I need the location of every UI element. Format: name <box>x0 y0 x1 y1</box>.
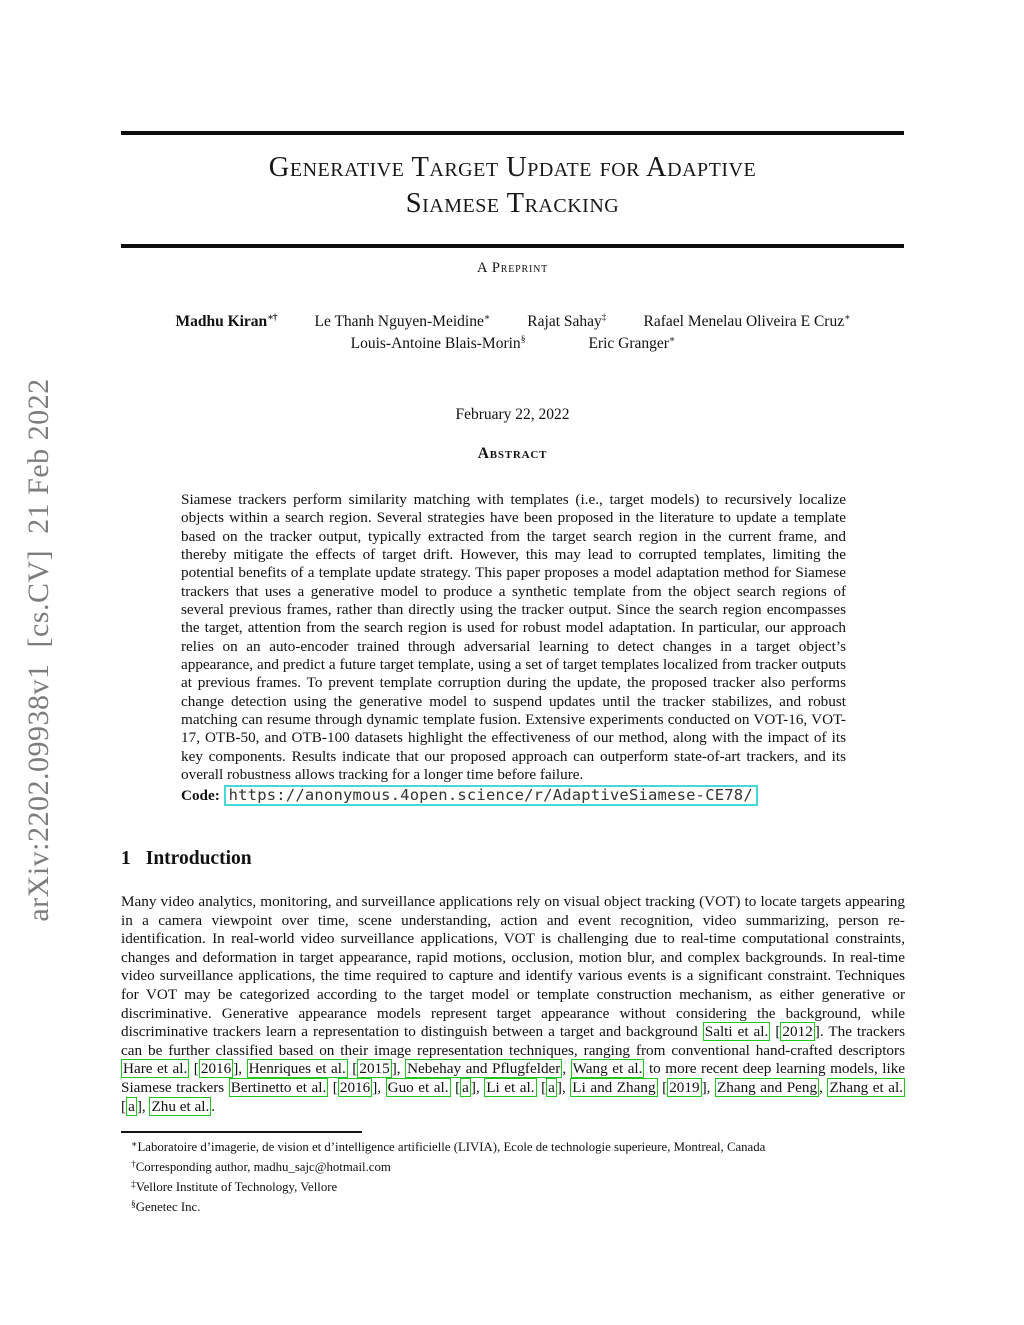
author-madhu-kiran <box>175 312 276 331</box>
footnote-marker: ‡ <box>131 1179 136 1190</box>
preprint-label: A Preprint <box>476 260 549 276</box>
citation-link[interactable]: Guo et al. <box>387 1078 449 1096</box>
citation-link[interactable]: Wang et al. <box>572 1060 643 1078</box>
footnote-marker: ∗ <box>131 1140 138 1150</box>
code-line <box>181 785 846 806</box>
section-number: 1 <box>121 848 131 869</box>
footnote-affiliation-livia <box>121 1137 905 1157</box>
citation-link[interactable]: Zhang et al. <box>829 1078 904 1096</box>
citation-link[interactable]: Hare et al. <box>123 1060 188 1078</box>
author-name: Louis-Antoine Blais-Morin <box>350 335 521 353</box>
citation-link[interactable]: 2015 <box>359 1060 390 1078</box>
author-eric-granger <box>588 334 674 353</box>
abstract-text: Siamese trackers perform similarity matching with templates (i.e., target models) to recursively localize objects within a search region. Several strategies have been proposed in the literature to update a template based on the tracker output, typically extracted from the target search region in the current frame, and thereby mitigate the effects of target drift. However, this may lead to corrupted templates, limiting the potential benefits of a template update strategy. This paper proposes a model adaptation method for Siamese trackers that uses a generative model to produce a synthetic template from the object search regions of several previous frames, rather than directly using the tracker output. Since the search region encompasses the target, attention from the search region is used for robust model adaptation. In particular, our approach relies on an auto-encoder trained through adversarial learning to detect changes in a target object’s appearance, and predict a future target template, using a set of target templates localized from tracker outputs at previous frames. To prevent template corruption during the update, the proposed tracker also performs change detection using the generative model to suspend updates until the tracker stabilizes, and robust matching can resume through dynamic template fusion. Extensive experiments conducted on VOT-16, VOT-17, OTB-50, and OTB-100 datasets highlight the effectiveness of our method, along with the impact of its key components. Results indicate that our proposed approach can outperform state-of-art trackers, and its overall robustness allows tracking for a longer time before failure. <box>181 491 846 784</box>
citation-link[interactable]: Li and Zhang <box>572 1078 656 1096</box>
citation-link[interactable]: a <box>462 1078 469 1096</box>
author-name: Madhu Kiran <box>175 313 268 331</box>
section-heading-introduction <box>121 848 905 870</box>
introduction-paragraph: Many video analytics, monitoring, and surveillance applications rely on visual object tracking (VOT) to locate targets appearing in a camera viewpoint over time, scene understanding, action and event recognition, video summarizing, person re-identification. In real-world video surveillance applications, VOT is challenging due to real-time computational constraints, changes and deformation in target appearance, rapid motions, occlusion, motion blur, and complex backgrounds. In real-time video surveillance applications, the time required to capture and identify various events is a significant constraint. Techniques for VOT may be categorized according to the target model or template construction mechanism, as either generative or discriminative. Generative appearance models represent target appearance without considering the background, while discriminative trackers learn a representation to distinguish between a target and background Salti et al. [ 2012 ]. The trackers can be further classified based on their image representation techniques, ranging from conventional hand-crafted descriptors Hare et al. [ 2016 ], Henriques et al. [ 2015 ], Nebehay and Pflugfelder , Wang et al. to more recent deep learning models, like Siamese trackers Bertinetto et al. [ 2016 ], Guo et al. [ a ], Li et al. [ a ], Li and Zhang [ 2019 ], Zhang and Peng , Zhang et al. [ a ], Zhu et al. . <box>121 893 906 1115</box>
footnote-corresponding-author <box>121 1157 905 1177</box>
citation-link[interactable]: a <box>548 1078 555 1096</box>
paper-title-line1: Generative Target Update for Adaptive <box>268 152 757 183</box>
author-le-thanh-nguyen-meidine <box>315 312 490 331</box>
citation-link[interactable]: 2016 <box>339 1078 371 1096</box>
footnote-text: Laboratoire d’imagerie, de vision et d’intelligence artificielle (LIVIA), Ecole de technologie superieure, Montreal, Canada <box>137 1140 766 1154</box>
section-title: Introduction <box>145 848 252 869</box>
title-rule-top <box>121 131 904 135</box>
author-name: Rafael Menelau Oliveira E Cruz <box>643 313 845 331</box>
footnote-text: Genetec Inc. <box>135 1199 201 1214</box>
citation-link[interactable]: 2019 <box>669 1078 700 1096</box>
author-affiliation-mark: ∗ <box>844 313 850 323</box>
code-url-link[interactable]: https://anonymous.4open.science/r/AdaptiveSiamese-CE78/ <box>224 785 758 806</box>
footnote-vellore-institute <box>121 1177 905 1197</box>
arxiv-watermark: arXiv:2202.09938v1 [cs.CV] 21 Feb 2022 <box>22 378 55 922</box>
code-label: Code: <box>181 786 220 804</box>
footnotes <box>121 1137 905 1217</box>
author-affiliation-mark: ∗† <box>267 313 277 323</box>
footnote-marker: § <box>131 1199 136 1210</box>
author-louis-antoine-blais-morin <box>351 335 525 353</box>
abstract-heading: Abstract <box>477 445 548 462</box>
footnote-genetec <box>121 1197 905 1217</box>
citation-link[interactable]: a <box>128 1097 135 1115</box>
paper-title-line2: Siamese Tracking <box>405 187 620 219</box>
author-name: Rajat Sahay <box>527 313 602 331</box>
abstract-body <box>181 491 846 806</box>
citation-link[interactable]: Li et al. <box>486 1078 535 1096</box>
citation-link[interactable]: 2016 <box>200 1060 232 1078</box>
author-name: Eric Granger <box>588 335 669 353</box>
citation-link[interactable]: Zhu et al. <box>151 1097 210 1115</box>
footnote-text: Vellore Institute of Technology, Vellore <box>135 1179 338 1194</box>
citation-link[interactable]: Nebehay and Pflugfelder <box>407 1060 561 1078</box>
authors-row-2 <box>61 334 964 353</box>
citation-link[interactable]: Salti et al. <box>704 1023 769 1041</box>
author-rajat-sahay <box>527 313 605 331</box>
title-rule-bottom <box>121 244 904 248</box>
footnote-marker: † <box>131 1159 136 1170</box>
citation-link[interactable]: Bertinetto et al. <box>230 1078 327 1096</box>
author-affiliation-mark: ‡ <box>601 313 606 323</box>
author-affiliation-mark: ∗ <box>668 335 675 345</box>
author-affiliation-mark: ∗ <box>483 313 490 323</box>
author-name: Le Thanh Nguyen-Meidine <box>314 313 484 331</box>
footnote-rule <box>121 1131 362 1133</box>
author-affiliation-mark: § <box>520 335 525 345</box>
paper-title <box>121 150 904 221</box>
citation-link[interactable]: Henriques et al. <box>248 1060 346 1078</box>
authors-row-1 <box>61 312 964 331</box>
author-rafael-menelau-oliveira-e-cruz <box>644 312 850 331</box>
citation-link[interactable]: 2012 <box>782 1023 813 1041</box>
citation-link[interactable]: Zhang and Peng <box>716 1078 818 1096</box>
footnote-text: Corresponding author, madhu_sajc@hotmail.com <box>135 1159 391 1174</box>
paper-date: February 22, 2022 <box>455 406 570 423</box>
